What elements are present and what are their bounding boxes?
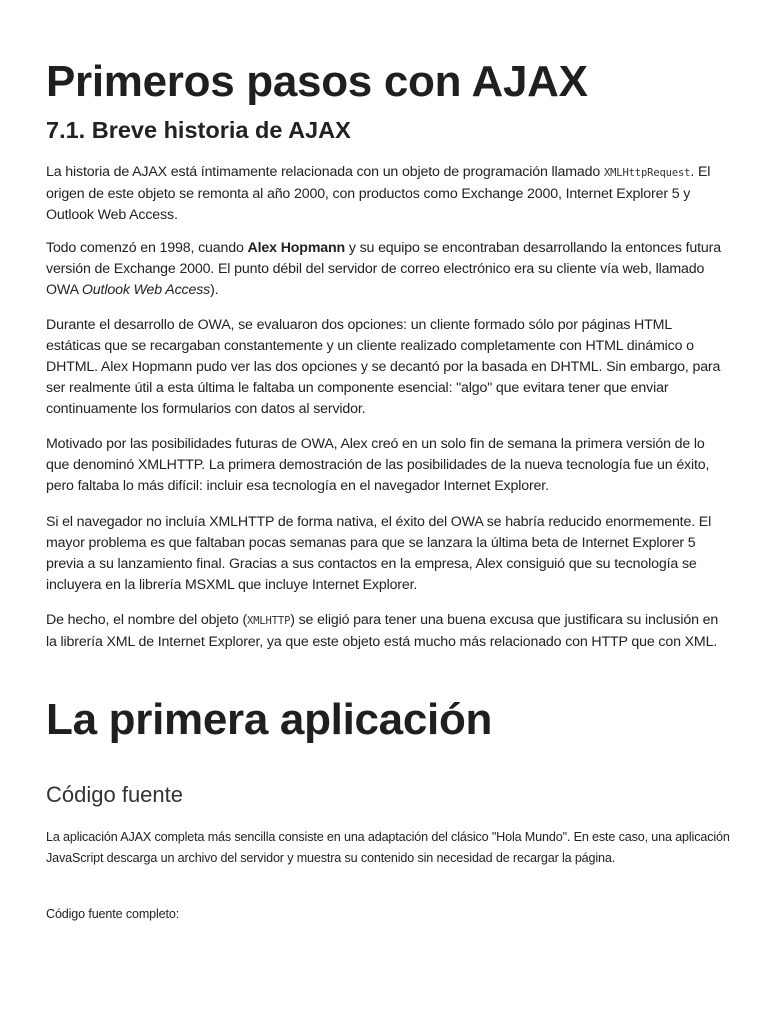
text-span: y su equipo se encontraban desarrollando la entonces futura versión de Exchange 2000. El punto débil del servidor de correo electrónico era su cliente vía web, llamado OWA — [46, 240, 721, 298]
paragraph-2 — [46, 238, 726, 301]
inline-code-xmlhttp: XMLHTTP — [247, 615, 291, 627]
text-span: La historia de AJAX está íntimamente relacionada con un objeto de programación llamado — [46, 164, 604, 180]
inline-code-xmlhttprequest: XMLHttpRequest — [603, 167, 691, 179]
italic-term: Outlook Web Access — [81, 282, 211, 298]
paragraph-7: La aplicación AJAX completa más sencilla consiste en una adaptación del clásico "Hola Mundo". En este caso, una aplicación JavaScript descarga un archivo del servidor y muestra su contenido sin necesidad de recargar la página. — [46, 830, 730, 865]
text-span: ) se eligió para tener una buena excusa que justificara su inclusión en la librería XML de Internet Explorer, ya que este objeto está mucho más relacionado con HTTP que con XML. — [46, 612, 719, 650]
text-span: . El origen de este objeto se remonta al año 2000, con productos como Exchange 2000, Internet Explorer 5 y Outlook Web Access. — [46, 164, 711, 223]
section-heading-history: 7.1. Breve historia de AJAX — [46, 117, 351, 143]
paragraph-6 — [46, 610, 726, 653]
paragraph-3: Durante el desarrollo de OWA, se evaluaron dos opciones: un cliente formado sólo por páginas HTML estáticas que se recargaban constantemente y un cliente realizado completamente con HTML dinámico o DHTML. Alex Hopmann pudo ver las dos opciones y se decantó por la basada en DHTML. Sin embargo, para ser realmente útil a esta última le faltaba un componente esencial: "algo" que evitara tener que enviar continuamente los formularios con datos al servidor. — [46, 317, 721, 417]
paragraph-5: Si el navegador no incluía XMLHTTP de forma nativa, el éxito del OWA se habría reducido enormemente. El mayor problema es que faltaban pocas semanas para que se lanzara la última beta de Internet Explorer 5 previa a su lanzamiento final. Gracias a sus contactos en la empresa, Alex consiguió que su tecnología se incluyera en la librería MSXML que incluye Internet Explorer. — [46, 514, 712, 593]
paragraph-1 — [46, 162, 726, 226]
bold-name: Alex Hopmann — [247, 240, 346, 256]
paragraph-8: Código fuente completo: — [46, 907, 180, 921]
text-span: Todo comenzó en 1998, cuando — [46, 240, 248, 256]
page-title: Primeros pasos con AJAX — [46, 57, 588, 106]
section-heading-source-code: Código fuente — [46, 782, 183, 807]
paragraph-4: Motivado por las posibilidades futuras de OWA, Alex creó en un solo fin de semana la primera versión de lo que denominó XMLHTTP. La primera demostración de las posibilidades de la nueva tecnología fue un éxito, pero faltaba lo más difícil: incluir esa tecnología en el navegador Internet Explorer. — [46, 436, 710, 494]
text-span: De hecho, el nombre del objeto ( — [46, 612, 248, 628]
text-span: ). — [210, 282, 219, 298]
chapter-title: La primera aplicación — [46, 695, 493, 744]
